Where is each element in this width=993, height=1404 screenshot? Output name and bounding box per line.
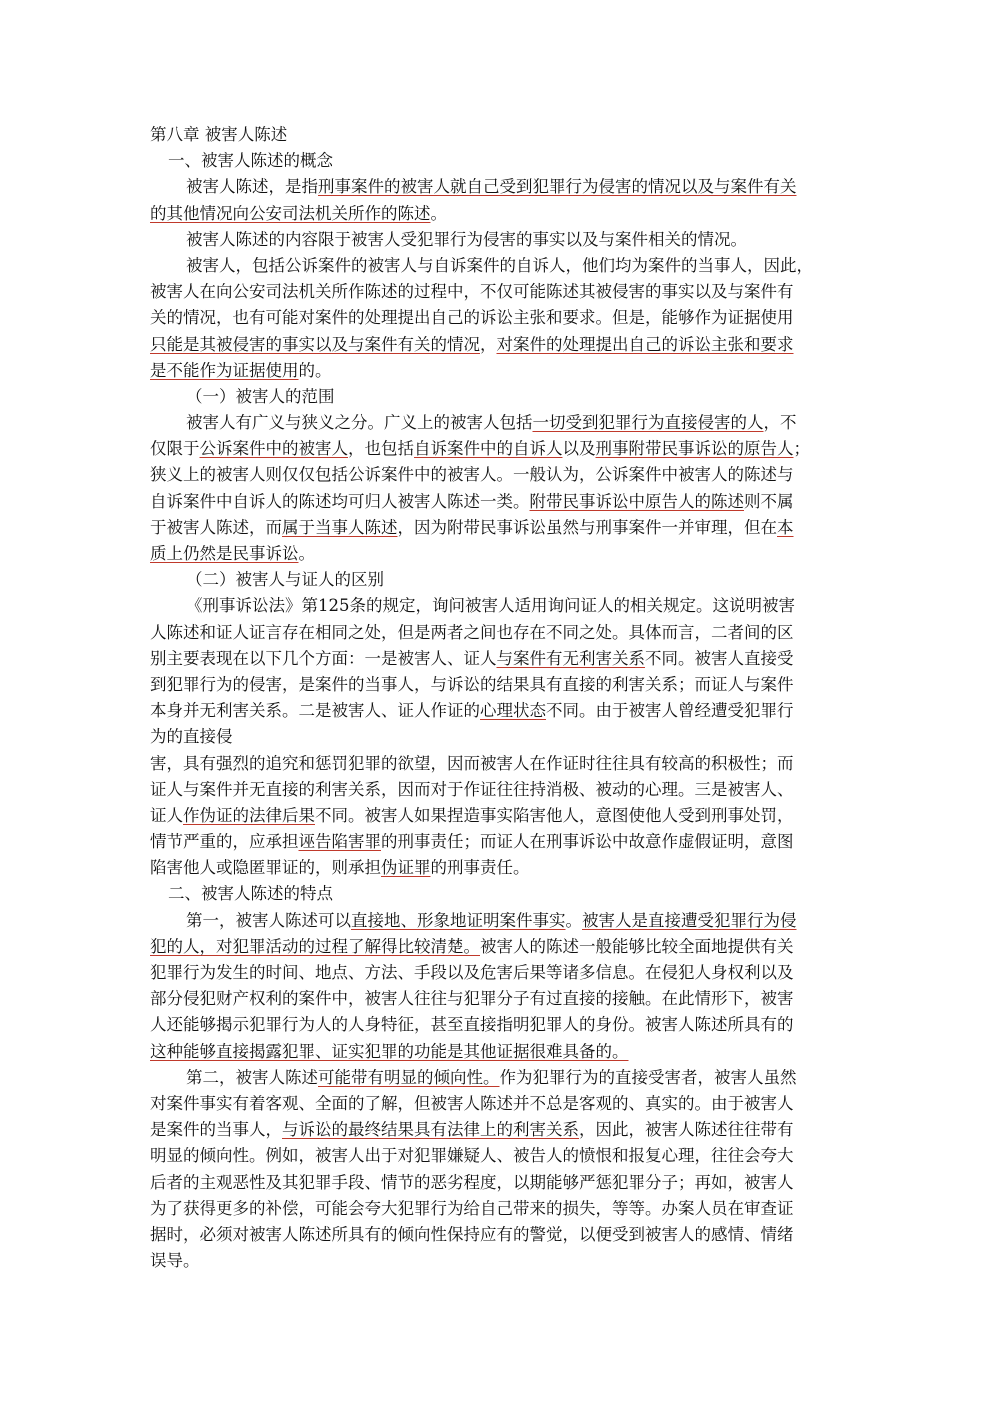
text-segment: 的刑事责任；而证人在刑事诉讼中故意作虚假证明，意图 (381, 832, 794, 852)
underlined-text: 与案件有无利害关系 (496, 648, 645, 668)
text-line (150, 1091, 840, 1117)
underlined-text: 伪证罪 (381, 858, 431, 878)
text-line (150, 358, 840, 384)
text-segment: ； (793, 439, 810, 459)
text-line (150, 908, 876, 934)
text-segment: 陷害他人或隐匿罪证的，则承担 (150, 858, 381, 878)
text-segment: 。 (565, 910, 582, 930)
text-segment: 《刑事诉讼法》第125条的规定，询问被害人适用询问证人的相关规定。这说明被害 (186, 596, 795, 616)
text-segment: 不同。被害人直接受 (645, 648, 794, 668)
text-segment: 本身并无利害关系。二是被害人、证人作证的 (150, 701, 480, 721)
text-line (150, 148, 858, 174)
text-segment: （一）被害人的范围 (186, 386, 335, 406)
text-line (150, 960, 840, 986)
text-line (150, 934, 840, 960)
text-segment: 人还能够揭示犯罪行为人的人身特征，甚至直接指明犯罪人的身份。被害人陈述所具有的 (150, 1015, 794, 1035)
text-segment: 被害人，包括公诉案件的被害人与自诉案件的自诉人，他们均为案件的当事人，因此， (186, 255, 813, 275)
text-segment: 不同。被害人如果捏造事实陷害他人，意图使他人受到刑事处罚， (315, 805, 794, 825)
text-line (150, 279, 840, 305)
underlined-text: 一切受到犯罪行为直接侵害的人 (532, 413, 764, 433)
text-segment: 明显的倾向性。例如，被害人出于对犯罪嫌疑人、被告人的愤恨和报复心理，往往会夸大 (150, 1146, 794, 1166)
text-line (150, 1039, 840, 1065)
text-line (150, 646, 840, 672)
text-segment: 据时，必须对被害人陈述所具有的倾向性保持应有的警觉，以便受到被害人的感情、情绪 (150, 1224, 794, 1244)
text-line (150, 227, 876, 253)
underlined-text: 刑事案件的被害人就自己受到犯罪行为侵害的情况以及与案件有关 (318, 177, 797, 197)
underlined-text: 心理状态 (480, 701, 546, 721)
text-segment: 后者的主观恶性及其犯罪手段、情节的恶劣程度，以期能够严惩犯罪分子；再如，被害人 (150, 1172, 794, 1192)
underlined-text: 本 (777, 517, 794, 537)
text-line (150, 436, 840, 462)
underlined-text: 附带民事诉讼中原告人的陈述 (529, 491, 744, 511)
text-segment: 第八章 被害人陈述 (150, 125, 288, 144)
text-line (150, 881, 858, 907)
text-line (150, 1222, 840, 1248)
text-segment: 犯罪行为发生的时间、地点、方法、手段以及危害后果等诸多信息。在侵犯人身权利以及 (150, 963, 794, 982)
text-line (150, 1143, 840, 1169)
underlined-text: 这种能够直接揭露犯罪、证实犯罪的功能是其他证据很难具备的。 (150, 1041, 629, 1061)
underlined-text: 是不能作为证据使用 (150, 360, 299, 380)
underlined-text: 与诉讼的最终结果具有法律上的利害关系 (282, 1120, 579, 1140)
text-segment: 不同。由于被害人曾经遭受犯罪行 (546, 701, 794, 721)
text-segment: 害，具有强烈的追究和惩罚犯罪的欲望，因而被害人在作证时往往具有较高的积极性；而 (150, 753, 794, 773)
text-line (150, 803, 840, 829)
text-segment: ，因此，被害人陈述往往带有 (579, 1120, 794, 1140)
text-line (150, 305, 840, 331)
underlined-text: 诬告陷害罪 (298, 832, 381, 852)
text-segment: ，也包括 (348, 439, 414, 459)
text-line (150, 1248, 840, 1274)
text-line (150, 201, 840, 227)
text-segment: ，因为附带民事诉讼虽然与刑事案件一并审理，但在 (397, 517, 777, 537)
text-line (150, 384, 876, 410)
text-line (150, 1196, 840, 1222)
text-line (150, 1170, 840, 1196)
text-segment: 关的情况，也有可能对案件的处理提出自己的诉讼主张和要求。但是，能够作为证据使用 (150, 308, 794, 328)
underlined-text: 可能带有明显的倾向性。 (318, 1067, 500, 1087)
underlined-text: 只能是其被侵害的事实以及与案件有关的情况 (150, 334, 480, 354)
underlined-text: 对案件的处理提出自己的诉讼主张和要求 (496, 334, 794, 354)
underlined-text: 的其他情况向公安司法机关所作的陈述 (150, 203, 431, 223)
underlined-text: 被害人是直接遭受犯罪行为侵 (582, 910, 797, 930)
text-line (150, 515, 840, 541)
text-segment: 误导。 (150, 1251, 200, 1271)
text-line (150, 593, 876, 619)
text-segment: 。 (298, 544, 315, 563)
text-segment: （二）被害人与证人的区别 (186, 570, 384, 590)
text-line (150, 855, 840, 881)
text-line (150, 174, 876, 200)
text-segment: 的刑事责任。 (430, 858, 530, 878)
text-segment: 作为犯罪行为的直接受害者，被害人虽然 (499, 1067, 797, 1087)
text-line (150, 253, 876, 279)
text-segment: 别主要表现在以下几个方面：一是被害人、证人 (150, 648, 497, 668)
underlined-text: 公诉案件中的被害人 (199, 439, 348, 459)
underlined-text: 自诉案件中的自诉人 (414, 439, 563, 459)
underlined-text: 属于当事人陈述 (282, 517, 398, 537)
text-line (150, 567, 876, 593)
text-line (150, 620, 840, 646)
text-segment: 的。 (298, 360, 332, 380)
text-segment: 被害人在向公安司法机关所作陈述的过程中，不仅可能陈述其被侵害的事实以及与案件有 (150, 282, 794, 302)
text-line (150, 332, 840, 358)
text-segment: ， (480, 334, 497, 354)
text-segment: 于被害人陈述，而 (150, 517, 282, 537)
text-segment: 到犯罪行为的侵害，是案件的当事人，与诉讼的结果具有直接的利害关系；而证人与案件 (150, 674, 794, 694)
text-segment: 证人与案件并无直接的利害关系，因而对于作证往往持消极、被动的心理。三是被害人、 (150, 779, 794, 799)
text-segment: 以及 (562, 439, 596, 459)
text-line (150, 410, 876, 436)
text-line (150, 724, 840, 750)
text-line (150, 462, 840, 488)
text-segment: 情节严重的，应承担 (150, 832, 299, 852)
chapter-title (150, 122, 840, 148)
text-segment: 是案件的当事人， (150, 1120, 282, 1140)
text-line (150, 698, 840, 724)
text-line (150, 1117, 840, 1143)
text-segment: 。 (430, 203, 447, 223)
underlined-text: 作伪证的法律后果 (183, 805, 315, 825)
text-line (150, 672, 840, 698)
text-segment: 则不属 (744, 491, 794, 511)
text-segment: 自诉案件中自诉人的陈述均可归人被害人陈述一类。 (150, 491, 530, 511)
text-segment: 狭义上的被害人则仅仅包括公诉案件中的被害人。一般认为，公诉案件中被害人的陈述与 (150, 465, 794, 485)
text-line (150, 751, 840, 777)
text-segment: 第一，被害人陈述可以 (186, 910, 351, 930)
text-line (150, 489, 840, 515)
text-segment: 一、被害人陈述的概念 (168, 151, 333, 171)
underlined-text: 刑事附带民事诉讼的原告人 (595, 439, 794, 459)
underlined-text: 质上仍然是民事诉讼 (150, 544, 299, 563)
underlined-text: 直接地、形象地证明案件事实 (351, 910, 566, 930)
text-line (150, 1065, 876, 1091)
text-segment: 第二，被害人陈述 (186, 1067, 318, 1087)
text-segment: 被害人陈述，是指 (186, 177, 318, 197)
text-segment: ，不 (763, 413, 797, 433)
text-segment: 人陈述和证人证言存在相同之处，但是两者之间也存在不同之处。具体而言，二者间的区 (150, 622, 794, 642)
text-segment: 证人 (150, 805, 183, 825)
underlined-text: 犯的人，对犯罪活动的过程了解得比较清楚。 (150, 936, 480, 956)
text-segment: 被害人陈述的内容限于被害人受犯罪行为侵害的事实以及与案件相关的情况。 (186, 229, 747, 249)
text-segment: 为了获得更多的补偿，可能会夸大犯罪行为给自己带来的损失，等等。办案人员在审查证 (150, 1198, 794, 1218)
text-line (150, 777, 840, 803)
text-segment: 部分侵犯财产权利的案件中，被害人往往与犯罪分子有过直接的接触。在此情形下，被害 (150, 989, 794, 1009)
text-segment: 仅限于 (150, 439, 200, 459)
text-line (150, 541, 840, 567)
text-segment: 被害人有广义与狭义之分。广义上的被害人包括 (186, 413, 533, 433)
text-line (150, 986, 840, 1012)
text-segment: 对案件事实有着客观、全面的了解，但被害人陈述并不总是客观的、真实的。由于被害人 (150, 1093, 794, 1113)
text-line (150, 829, 840, 855)
text-line (150, 1012, 840, 1038)
text-segment: 被害人的陈述一般能够比较全面地提供有关 (480, 936, 794, 956)
text-segment: 为的直接侵 (150, 727, 233, 747)
text-segment: 二、被害人陈述的特点 (168, 884, 333, 904)
